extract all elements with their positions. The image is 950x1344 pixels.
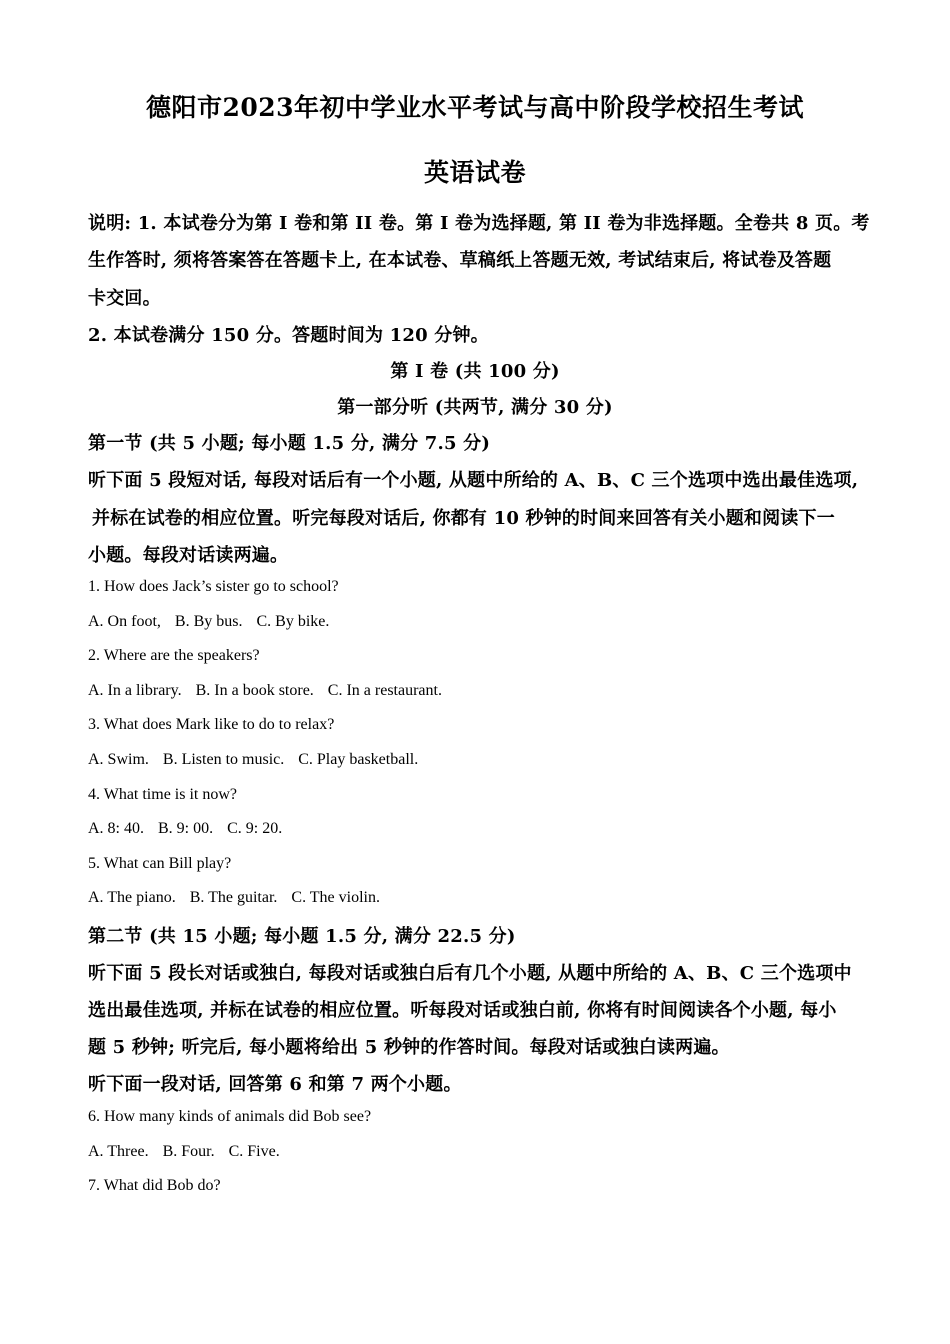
question-6-options xyxy=(88,1143,280,1161)
question-2: 2. Where are the speakers? xyxy=(88,647,260,664)
question-4-options xyxy=(88,820,282,838)
exam-title: 德阳市2023年初中学业水平考试与高中阶段学校招生考试 xyxy=(145,93,805,122)
option-c: C. By bike. xyxy=(256,613,330,630)
option-b: B. 9: 00. xyxy=(158,820,214,837)
option-c: C. Five. xyxy=(228,1143,280,1160)
option-a: A. 8: 40. xyxy=(88,820,144,837)
option-a: A. In a library. xyxy=(88,682,182,699)
section1-directions-3: 小题。每段对话读两遍。 xyxy=(88,545,289,566)
question-5-options xyxy=(88,889,380,907)
part-heading: 第一部分听 (共两节, 满分 30 分) xyxy=(337,397,613,418)
question-5: 5. What can Bill play? xyxy=(88,855,232,872)
option-a: A. On foot, xyxy=(88,613,161,630)
option-a: A. The piano. xyxy=(88,889,176,906)
question-7: 7. What did Bob do? xyxy=(88,1177,221,1194)
option-b: B. Listen to music. xyxy=(162,751,285,768)
option-c: C. The violin. xyxy=(291,889,380,906)
question-3-options xyxy=(88,751,418,769)
question-6: 6. How many kinds of animals did Bob see? xyxy=(88,1108,372,1125)
section2-directions-3: 题 5 秒钟; 听完后, 每小题将给出 5 秒钟的作答时间。每段对话或独白读两遍。 xyxy=(88,1037,730,1058)
section2-directions-1: 听下面 5 段长对话或独白, 每段对话或独白后有几个小题, 从题中所给的 A、B、C 三个选项中 xyxy=(88,963,852,984)
instructions-line-3: 卡交回。 xyxy=(88,288,161,309)
option-b: B. The guitar. xyxy=(189,889,278,906)
section1-directions-1: 听下面 5 段短对话, 每段对话后有一个小题, 从题中所给的 A、B、C 三个选项中选出最佳选项, xyxy=(88,470,859,491)
option-c: C. Play basketball. xyxy=(298,751,419,768)
question-1: 1. How does Jack’s sister go to school? xyxy=(88,578,339,595)
question-3: 3. What does Mark like to do to relax? xyxy=(88,716,335,733)
instructions-line-1: 说明: 1. 本试卷分为第 I 卷和第 II 卷。第 I 卷为选择题, 第 II 卷为非选择题。全卷共 8 页。考 xyxy=(88,213,870,234)
option-b: B. Four. xyxy=(162,1143,215,1160)
section2-directions-2: 选出最佳选项, 并标在试卷的相应位置。听每段对话或独白前, 你将有时间阅读各个小题, 每小 xyxy=(88,1000,837,1021)
section2-heading: 第二节 (共 15 小题; 每小题 1.5 分, 满分 22.5 分) xyxy=(88,926,516,947)
question-4: 4. What time is it now? xyxy=(88,786,238,803)
option-c: C. In a restaurant. xyxy=(327,682,442,699)
instructions-line-2: 生作答时, 须将答案答在答题卡上, 在本试卷、草稿纸上答题无效, 考试结束后, 将试卷及答题 xyxy=(88,250,832,271)
dialogue-intro: 听下面一段对话, 回答第 6 和第 7 两个小题。 xyxy=(88,1074,462,1095)
exam-subtitle: 英语试卷 xyxy=(423,158,526,187)
option-c: C. 9: 20. xyxy=(227,820,283,837)
option-b: B. By bus. xyxy=(174,613,243,630)
instructions-line-4: 2. 本试卷满分 150 分。答题时间为 120 分钟。 xyxy=(88,325,489,346)
option-a: A. Three. xyxy=(88,1143,149,1160)
option-b: B. In a book store. xyxy=(195,682,314,699)
volume-heading: 第 I 卷 (共 100 分) xyxy=(390,361,560,382)
option-a: A. Swim. xyxy=(88,751,149,768)
section1-heading: 第一节 (共 5 小题; 每小题 1.5 分, 满分 7.5 分) xyxy=(88,433,491,454)
question-1-options xyxy=(88,613,329,631)
section1-directions-2: 并标在试卷的相应位置。听完每段对话后, 你都有 10 秒钟的时间来回答有关小题和阅读下一 xyxy=(92,508,835,529)
question-2-options xyxy=(88,682,442,700)
